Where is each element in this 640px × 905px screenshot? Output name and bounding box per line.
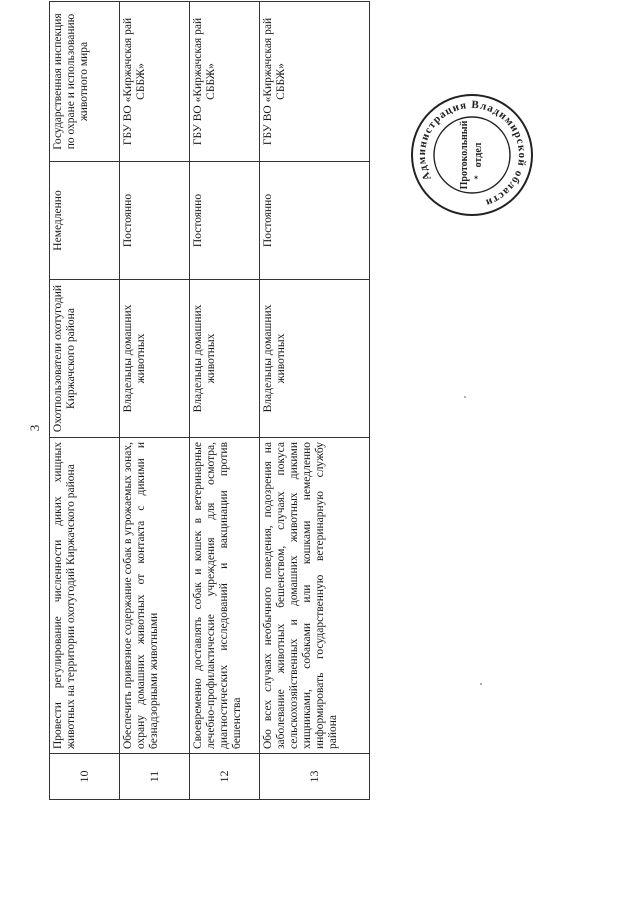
row-executor: Владельцы домашних животных [190, 280, 260, 438]
scan-speck [480, 683, 482, 685]
table-row [190, 2, 260, 800]
svg-text:Администрация Владимирской обл [409, 92, 535, 218]
stamp-center-line2: отдел [473, 142, 484, 168]
stamp-center-line1: Протокольный [459, 120, 470, 190]
svg-text:✶: ✶ [473, 174, 479, 182]
row-action: Обо всех случаях необычного поведения, подозрения на заболевание животных бешенством, случаях покуса сельскохозяйственных и домашних животных дикими хищниками, собаками или кошками немедленно информировать государственную ветеринарную службу района [260, 438, 370, 754]
stamp-seal-icon [409, 92, 535, 218]
row-control: ГБУ ВО «Киржачская рай СББЖ» [260, 2, 370, 162]
row-term: Постоянно [190, 162, 260, 280]
row-term: Постоянно [120, 162, 190, 280]
row-control: ГБУ ВО «Киржачская рай СББЖ» [120, 2, 190, 162]
row-executor: Владельцы домашних животных [120, 280, 190, 438]
row-number: 10 [50, 754, 120, 800]
row-action: Своевременно доставлять собак и кошек в ветеринарные лечебно-профилактические учреждения для осмотра, диагностических исследований и вакцинации против бешенства [190, 438, 260, 754]
row-number: 11 [120, 754, 190, 800]
measures-table [49, 1, 370, 800]
official-stamp [409, 92, 535, 218]
table-row [50, 2, 120, 800]
page-number: 3 [27, 424, 42, 432]
row-action: Обеспечить привязное содержание собак в угрожаемых зонах, охрану домашних животных от контакта с дикими и безнадзорными животными [120, 438, 190, 754]
row-number: 13 [260, 754, 370, 800]
row-executor: Владельцы домашних животных [260, 280, 370, 438]
row-action: Провести регулирование численности диких хищных животных на территории охотугодий Киржачского района [50, 438, 120, 754]
row-term: Постоянно [260, 162, 370, 280]
row-number: 12 [190, 754, 260, 800]
row-control: ГБУ ВО «Киржачская рай СББЖ» [190, 2, 260, 162]
stamp-ring-text: Администрация Владимирской области [415, 98, 529, 209]
row-control: Государственная инспекция по охране и использованию животного мира [50, 2, 120, 162]
table-row [120, 2, 190, 800]
row-term: Немедленно [50, 162, 120, 280]
row-executor: Охотпользователи охотугодий Киржачского района [50, 280, 120, 438]
measures-table-wrapper [49, 2, 369, 800]
table-row [260, 2, 370, 800]
scan-speck [464, 396, 466, 398]
